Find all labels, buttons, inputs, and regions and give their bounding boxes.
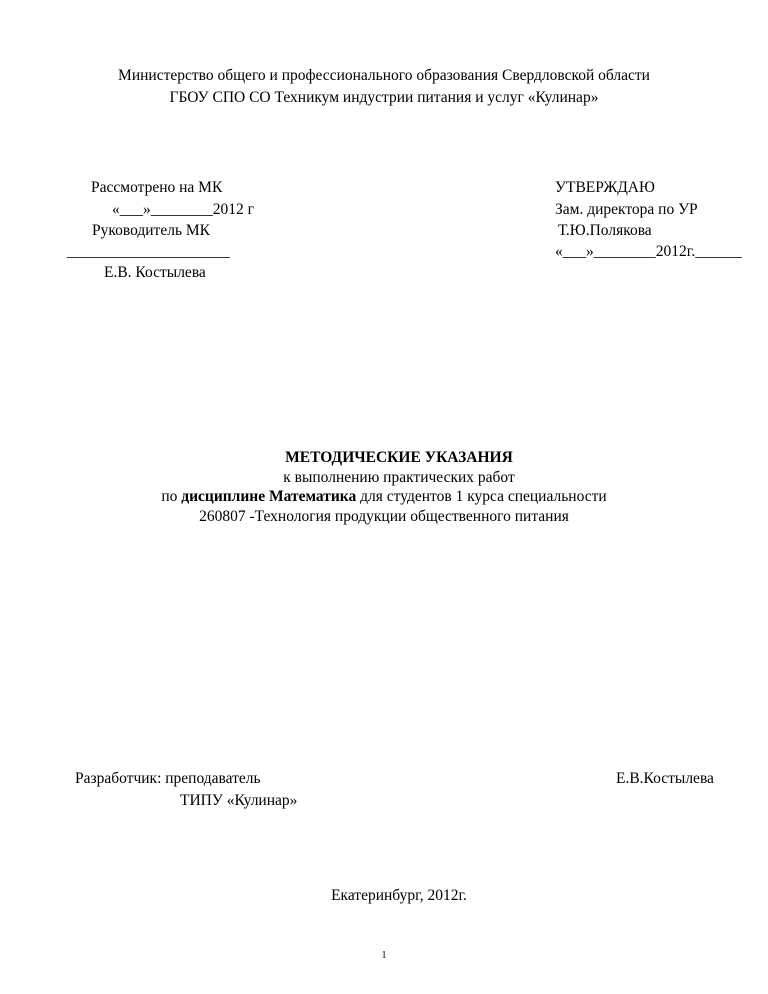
left-date-line: «___»________2012 г: [112, 201, 254, 218]
ministry-heading: Министерство общего и профессионального образования Свердловской области: [118, 67, 650, 84]
developer-org: ТИПУ «Кулинар»: [180, 792, 298, 809]
deputy-position: Зам. директора по УР: [555, 201, 698, 218]
document-title: МЕТОДИЧЕСКИЕ УКАЗАНИЯ: [285, 449, 513, 466]
head-label: Руководитель МК: [92, 222, 211, 239]
discipline-suffix: для студентов 1 курса специальности: [356, 488, 607, 505]
developer-name: Е.В.Костылева: [616, 770, 714, 787]
considered-label: Рассмотрено на МК: [91, 179, 223, 196]
discipline-name: дисциплине Математика: [181, 488, 357, 505]
discipline-prefix: по: [161, 488, 182, 505]
approve-label: УТВЕРЖДАЮ: [555, 179, 655, 196]
developer-label: Разработчик: преподаватель: [75, 770, 261, 787]
left-signature-line: _____________________: [67, 243, 230, 260]
right-signer-name: Т.Ю.Полякова: [558, 222, 652, 239]
specialty-line: 260807 -Технология продукции общественного питания: [199, 508, 569, 525]
city-year: Екатеринбург, 2012г.: [331, 887, 467, 904]
document-subtitle: к выполнению практических работ: [283, 469, 515, 486]
right-date-line: «___»________2012г.______: [555, 243, 742, 260]
discipline-line: [0, 488, 768, 506]
page-number: 1: [381, 950, 387, 961]
left-signer-name: Е.В. Костылева: [104, 264, 206, 281]
institution-heading: ГБОУ СПО СО Техникум индустрии питания и услуг «Кулинар»: [169, 89, 599, 106]
